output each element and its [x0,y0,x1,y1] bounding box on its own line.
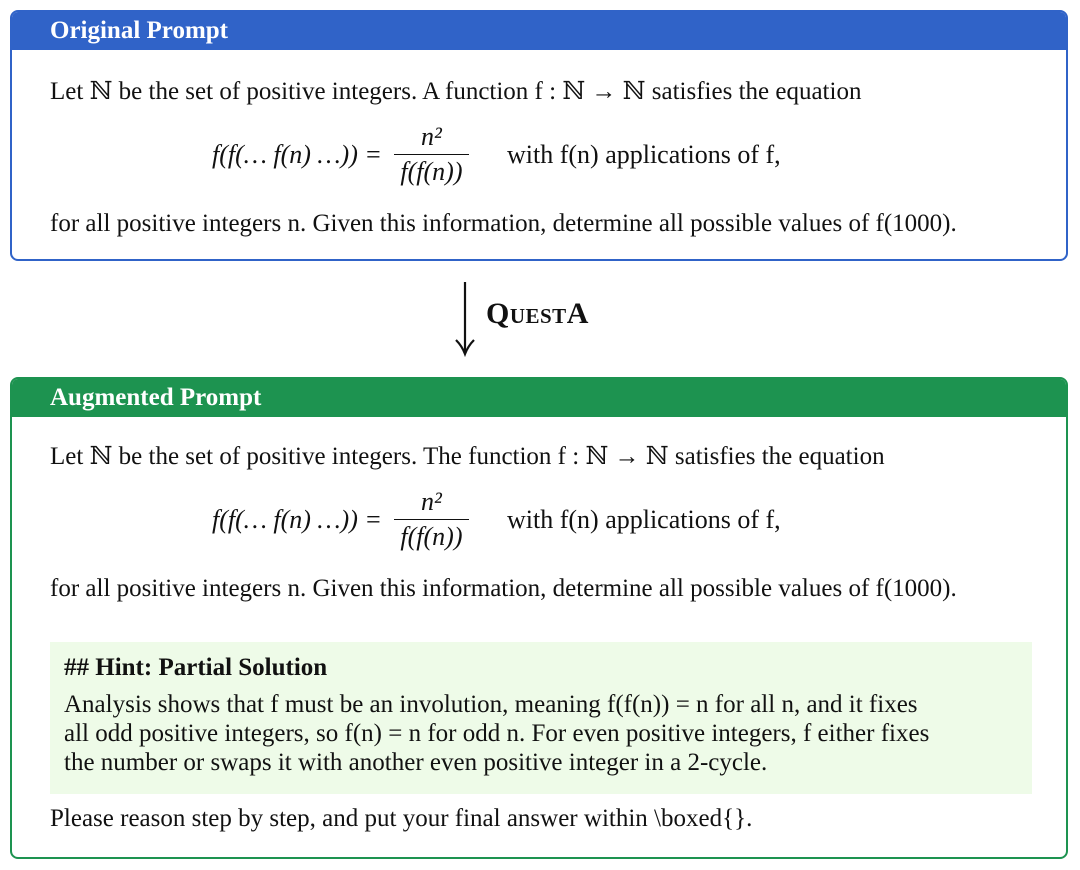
original-prompt-header: Original Prompt [12,12,1066,50]
augmented-prompt-line-3: for all positive integers n. Given this information, determine all possible values of f(1000). [50,575,957,602]
down-arrow-icon [452,280,478,360]
augmented-equation-denominator: f(f(n)) [394,519,468,552]
closing-instruction: Please reason step by step, and put your final answer within \boxed{}. [50,805,753,832]
original-equation-fraction [394,122,468,187]
augmented-equation-fraction [394,487,468,552]
questa-label: QuestA [486,297,589,330]
hint-panel [50,642,1032,794]
hint-title: ## Hint: Partial Solution [64,654,328,681]
augmented-prompt-box [10,377,1068,859]
hint-line-3: the number or swaps it with another even positive integer in a 2-cycle. [64,749,768,776]
original-prompt-box [10,10,1068,261]
augmented-prompt-line-1: Let ℕ be the set of positive integers. The function f : ℕ → ℕ satisfies the equation [50,443,885,470]
original-equation-lhs: f(f(… f(n) …)) = [212,139,382,169]
original-equation-numerator: n² [421,122,442,151]
augmented-prompt-header: Augmented Prompt [12,379,1066,417]
original-equation-with: with f(n) applications of f, [507,139,781,169]
augmented-equation-numerator: n² [421,487,442,516]
questa-arrow [452,280,652,360]
hint-line-2: all odd positive integers, so f(n) = n for odd n. For even positive integers, f either fixes [64,720,930,747]
hint-line-1: Analysis shows that f must be an involution, meaning f(f(n)) = n for all n, and it fixes [64,691,918,718]
augmented-equation-lhs: f(f(… f(n) …)) = [212,504,382,534]
augmented-equation [212,487,781,552]
original-equation [212,122,781,187]
augmented-equation-with: with f(n) applications of f, [507,504,781,534]
original-prompt-line-1: Let ℕ be the set of positive integers. A function f : ℕ → ℕ satisfies the equation [50,78,862,105]
original-prompt-line-3: for all positive integers n. Given this information, determine all possible values of f(1000). [50,210,957,237]
original-equation-denominator: f(f(n)) [394,154,468,187]
